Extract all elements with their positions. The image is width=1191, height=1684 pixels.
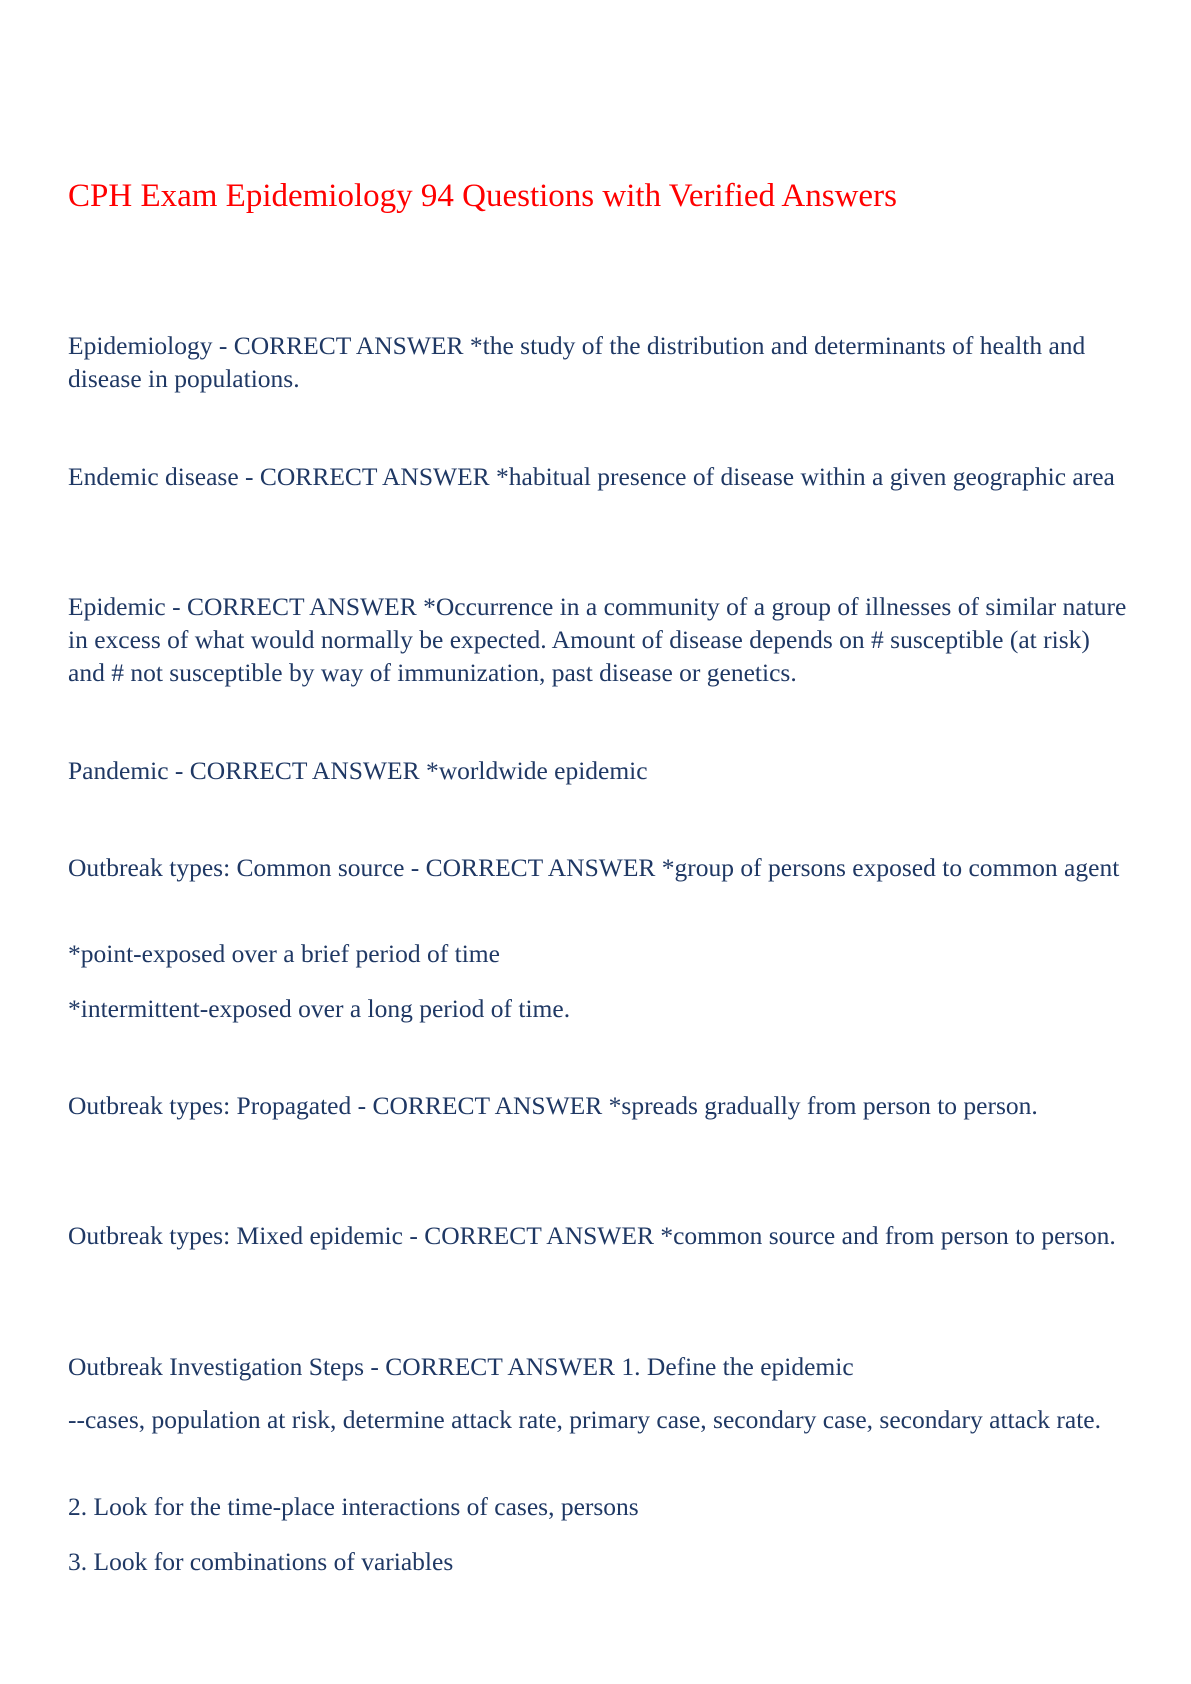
paragraph-propagated: Outbreak types: Propagated - CORRECT ANSWER *spreads gradually from person to person.: [68, 1091, 1038, 1120]
paragraph-epidemic: Epidemic - CORRECT ANSWER *Occurrence in a community of a group of illnesses of similar nature in excess of what would normally be expected. Amount of disease depends on # susceptible (at risk) and # not susceptible by way of immunization, past disease or genetics.: [68, 592, 1127, 687]
paragraph-epidemiology: Epidemiology - CORRECT ANSWER *the study of the distribution and determinants of health and disease in populations.: [68, 331, 1086, 393]
paragraph-common-source: Outbreak types: Common source - CORRECT ANSWER *group of persons exposed to common agent: [68, 853, 1120, 882]
paragraph-investigation-steps: Outbreak Investigation Steps - CORRECT ANSWER 1. Define the epidemic: [68, 1352, 854, 1381]
paragraph-step-2: 2. Look for the time-place interactions of cases, persons: [68, 1492, 639, 1521]
paragraph-pandemic: Pandemic - CORRECT ANSWER *worldwide epidemic: [68, 756, 648, 785]
paragraph-mixed-epidemic: Outbreak types: Mixed epidemic - CORRECT ANSWER *common source and from person to person.: [68, 1221, 1116, 1250]
paragraph-endemic-disease: Endemic disease - CORRECT ANSWER *habitual presence of disease within a given geographic area: [68, 462, 1115, 491]
document-title: CPH Exam Epidemiology 94 Questions with Verified Answers: [68, 178, 897, 214]
paragraph-point-exposed: *point-exposed over a brief period of time: [68, 939, 500, 968]
paragraph-step-3: 3. Look for combinations of variables: [68, 1547, 454, 1576]
paragraph-cases-population: --cases, population at risk, determine attack rate, primary case, secondary case, secondary attack rate.: [68, 1405, 1101, 1434]
paragraph-intermittent-exposed: *intermittent-exposed over a long period of time.: [68, 994, 571, 1023]
